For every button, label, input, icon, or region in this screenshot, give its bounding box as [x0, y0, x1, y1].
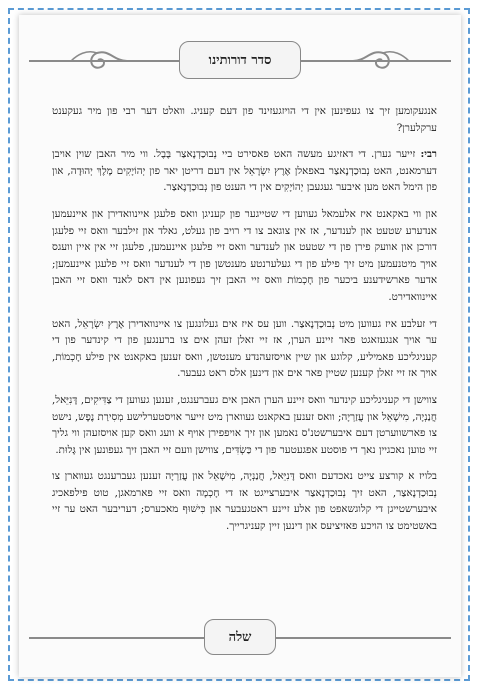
ornament-swirl-left [69, 45, 129, 75]
running-title-box [179, 41, 301, 79]
book-page [19, 15, 461, 677]
speaker-label: רבי: [420, 148, 437, 161]
running-title: סדר דורותינו [208, 53, 272, 68]
page-header [29, 27, 451, 77]
paragraph: בלויז א קורצע צייט נאכדעם וואס דָּנִיֵּאל, חֲנַנְיָה, מִישָׁאֵל און עֲזַרְיָה זענען געברענגט געווארן צו נְבוּכַדְנֶאצַר, האט זיך נְבוּכַדְנֶאצַר איבערצייגט אז די חָכְמָה וואס זיי פארמאגן, טוט פילפאכיג איבערשטייגן די קלוגשאפט פון אלע זיינע ראטגעבער און כִּישׁוּף מאכערס; דעריבער האט ער זיי באשטימט צו הויכע פאזיציעס און דינען זיין קעניגרייך. [52, 470, 437, 533]
ornament-swirl-right [351, 45, 411, 75]
paragraph: און ווי באקאנט איז אלעמאל געווען די שטייגער פון קעניגן וואס פלעגן איינוואדירן און איינעמען אנדערע שטעט און לענדער, אז אין צוגאב צו די רויב פון געלט, גאלד און זילבער וואס זיי פלעגן דורכן און אוועק פירן פון די שטעט און לענדער וואס זיי פלעגן איינעמען, פלעגן זיי אין איין וועגס אויך מיטנעמען מיט זיך פילע פון די געלערנטע מענטשן פון די לענדער וואס זיי פלעגן איינעמען; אדער פארשידענע ביכער פון חָכְמוֹת וואס זיי האבן זיך געפונען אין דאס לאנד וואס זיי האבן איינוואדירט. [52, 207, 437, 303]
paragraph [52, 146, 437, 196]
paragraph: די זעלבע איז געווען מיט נְבוּכַדְנֶאצַר. ווען עס איז אים געלונגען צו איינוואדירן אֶרֶץ יִשְׂרָאֵל, האט ער אויך אנגעזאגט פאר זיינע הערן, אז זיי זאלן זעהן אים צו ברענגען פון די קינדער פון די קעניגליכע פאמיליע, קלוגע און שיין אויסזעהנדע מענטשן, וואס זענען באקאנט אין פילע חָכְמוֹת, אויך אז זיי זאלן קענען שטיין פאר אים און דינען אלס ראט געבער. [52, 317, 437, 380]
paragraph: אנגעקומען זיך צו געפינען אין די הויזגעזינד פון דעם קעניג. וואלט דער רבי פון מיר געקענט ערקלערן? [52, 105, 437, 134]
page-number-box [204, 619, 276, 655]
body-text [52, 103, 437, 545]
page-number: שלה [228, 630, 252, 645]
page-footer [29, 615, 451, 665]
paragraph-text: זייער גערן. די דאזיגע מעשה האט פאסירט ביי נְבוּכַדְנֶאצַר בֶּבֶל. ווי מיר האבן שוין אויבן דערמאנט, האט נְבוּכַדְנֶאצַר באפאלן אֶרֶץ יִשְׂרָאֵל אין דעם דריטן יאר פון יְהוֹיָקִים מֶלֶךְ יְהוּדָה, און פון הימל האט מען איבער געגעבן יְהוֹיָקִים אין די הענט פון נְבוּכַדְנֶאצַר. [52, 148, 437, 194]
paragraph: צווישן די קעניגליכע קינדער וואס זיינע הערן האבן אים געברענגט, זענען געווען די צַדִּיקִים, דָּנִיֵּאל, חֲנַנְיָה, מִישָׁאֵל און עֲזַרְיָה; וואס זענען באקאנט געווארן מיט זייער אויסטערלישע מְסִירַת נֶפֶש, נישט צו פארשווערטן דעם איבערשטנ'ס נאמען און זיך אויפפירן אויף א וועג וואס קען אויסזעהן ווי גליך זיי טוען נאכגיין נאך די פוסטע אפגעטער פון די כַּשְׂדִּים, צווישן וועם זיי האבן זיך געפונען אין גָּלוּת. [52, 393, 437, 456]
